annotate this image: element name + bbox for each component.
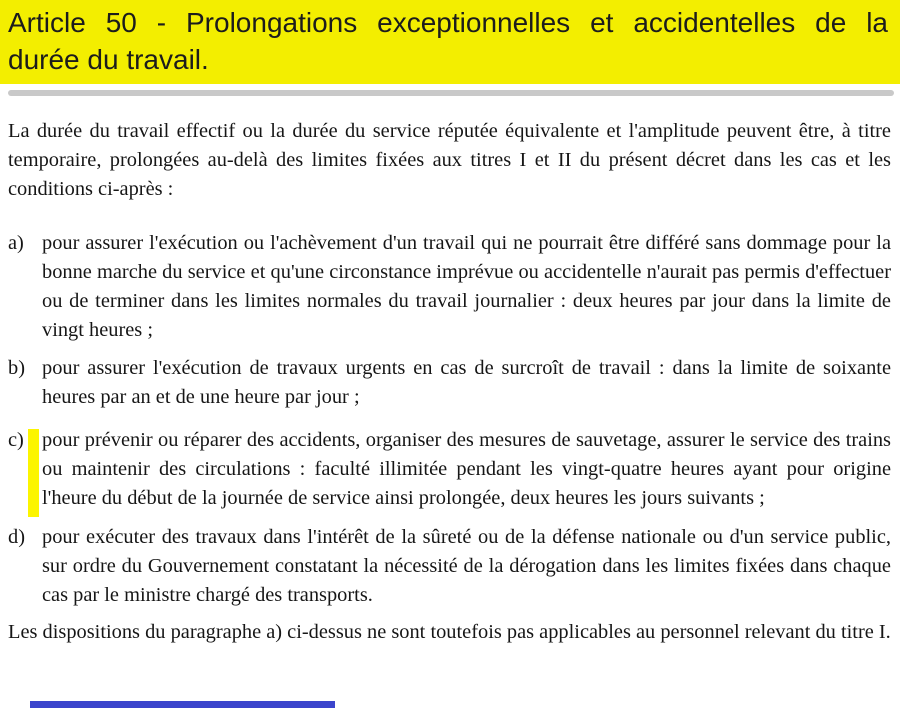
item-label-a: a) <box>8 232 24 254</box>
item-text-c: pour prévenir ou réparer des accidents, organiser des mesures de sauvetage, assurer le service des trains ou maintenir des circulations : faculté illimitée pendant les vingt-quatre heures ayant pour origine l'heure du début de la journée de service ainsi prolongée, deux heures les jours suivants ; <box>42 429 891 509</box>
list-item-c <box>8 426 891 513</box>
list-item-a <box>8 229 891 345</box>
list-item-d <box>8 523 891 610</box>
item-label-c: c) <box>8 429 24 451</box>
item-text-a: pour assurer l'exécution ou l'achèvement d'un travail qui ne pourrait être différé sans dommage pour la bonne marche du service et qu'une circonstance imprévue ou accidentelle n'aurait pas permis d'effectuer ou de terminer dans les limites normales du travail journalier : deux heures par jour dans la limite de vingt heures ; <box>42 232 891 341</box>
article-title-line2: durée du travail. <box>8 44 209 75</box>
article-title-highlight <box>0 0 900 84</box>
item-label-d: d) <box>8 526 25 548</box>
footer-paragraph: Les dispositions du paragraphe a) ci-dessus ne sont toutefois pas applicables au personnel relevant du titre I. <box>8 621 891 643</box>
horizontal-rule <box>8 90 894 96</box>
item-text-d: pour exécuter des travaux dans l'intérêt de la sûreté ou de la défense nationale ou d'un service public, sur ordre du Gouvernement constatant la nécessité de la dérogation dans les limites fixées dans chaque cas par le ministre chargé des transports. <box>42 526 891 606</box>
highlight-marker <box>28 429 39 517</box>
intro-paragraph: La durée du travail effectif ou la durée du service réputée équivalente et l'amplitude peuvent être, à titre temporaire, prolongées au-delà des limites fixées aux titres I et II du présent décret dans les cas et les conditions ci-après : <box>8 120 891 200</box>
article-body <box>0 117 900 647</box>
list-item-b <box>8 354 891 412</box>
item-text-b: pour assurer l'exécution de travaux urgents en cas de surcroît de travail : dans la limite de soixante heures par an et de une heure par jour ; <box>42 357 891 408</box>
cutoff-blue-highlight <box>30 701 335 708</box>
article-title-line1: Article 50 - Prolongations exceptionnelles et accidentelles de la <box>8 7 888 38</box>
item-label-b: b) <box>8 357 25 379</box>
